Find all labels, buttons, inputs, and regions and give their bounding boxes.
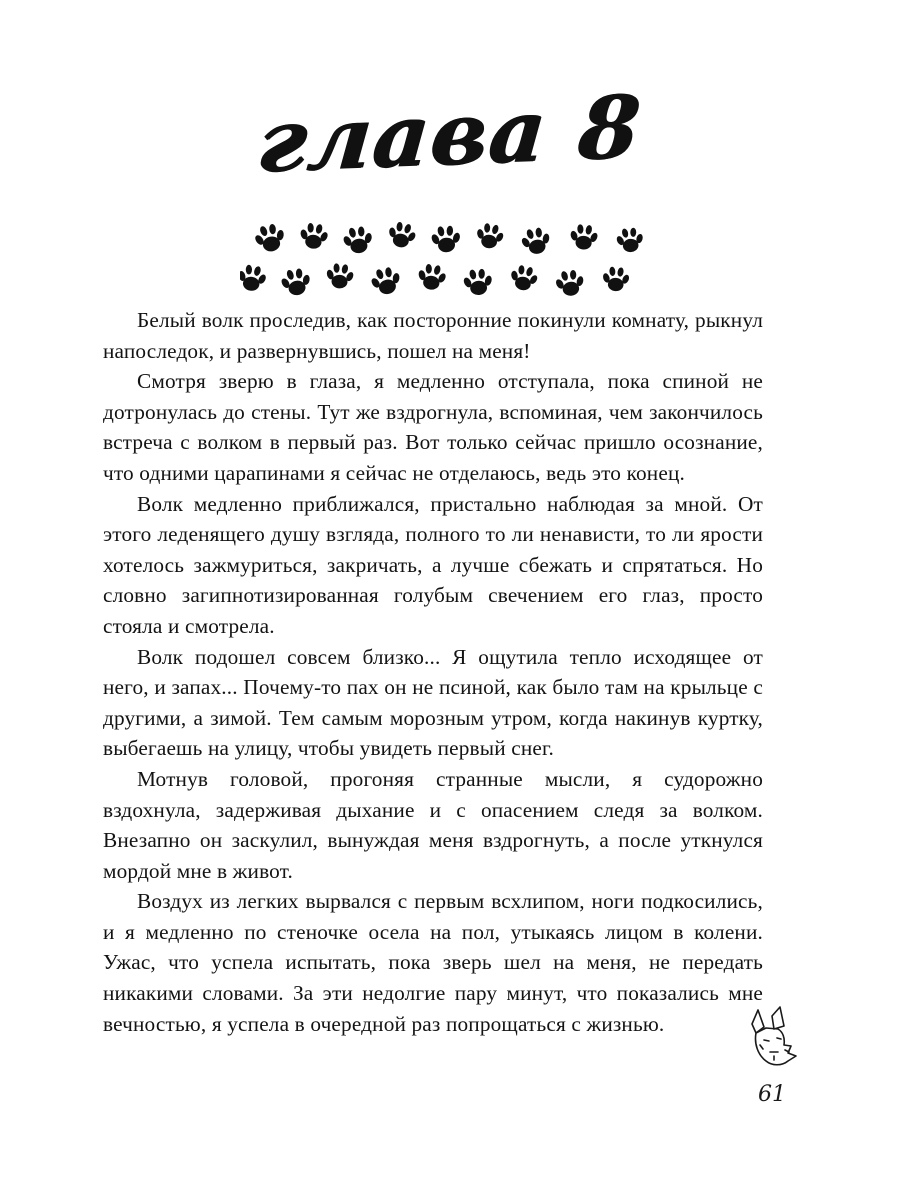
paragraph: Мотнув головой, прогоняя странные мысли, я судорожно вздохнула, задерживая дыхание и с опасением следя за волком. Внезапно он заскулил, вынуждая меня вздрогнуть, а после уткнулся мордой мне в живот. [103, 766, 763, 883]
chapter-heading [0, 76, 900, 193]
paragraph: Волк подошел совсем близко... Я ощутила тепло исходящее от него, и запах... Почему-то пах он не псиной, как было там на крыльце с другими, а зимой. Тем самым морозным утром, когда накинув куртку, выбегаешь на улицу, чтобы увидеть первый снег. [103, 644, 763, 761]
paragraph: Воздух из легких вырвался с первым всхлипом, ноги подкосились, и я медленно по стеночке осела на пол, утыкаясь лицом в колени. Ужас, что успела испытать, пока зверь шел на меня, не передать никакими словами. За эти недолгие пару минут, что показались мне вечностью, я успела в очередной раз попрощаться с жизнью. [103, 889, 763, 1036]
paragraph: Белый волк проследив, как посторонние покинули комнату, рыкнул напоследок, и развернувшись, пошел на меня! [103, 308, 763, 363]
chapter-title: глава 8 [254, 76, 646, 193]
body-text [103, 305, 763, 1039]
paragraph: Волк медленно приближался, пристально наблюдая за мной. От этого леденящего душу взгляда, полного то ли ненависти, то ли ярости хотелось зажмуриться, закричать, а лучше сбежать и спрятаться. Но словно загипнотизированная голубым свечением его глаз, просто стояла и смотрела. [103, 491, 763, 638]
paragraph: Смотря зверю в глаза, я медленно отступала, пока спиной не дотронулась до стены. Тут же вздрогнула, вспоминая, чем закончилось встреча с волком в первый раз. Вот только сейчас пришло осознание, что одними царапинами я сейчас не отделаюсь, ведь это конец. [103, 369, 763, 485]
page-number: 61 [758, 1082, 786, 1107]
wolf-head-icon [744, 1000, 804, 1072]
paw-prints-ornament [0, 216, 900, 308]
